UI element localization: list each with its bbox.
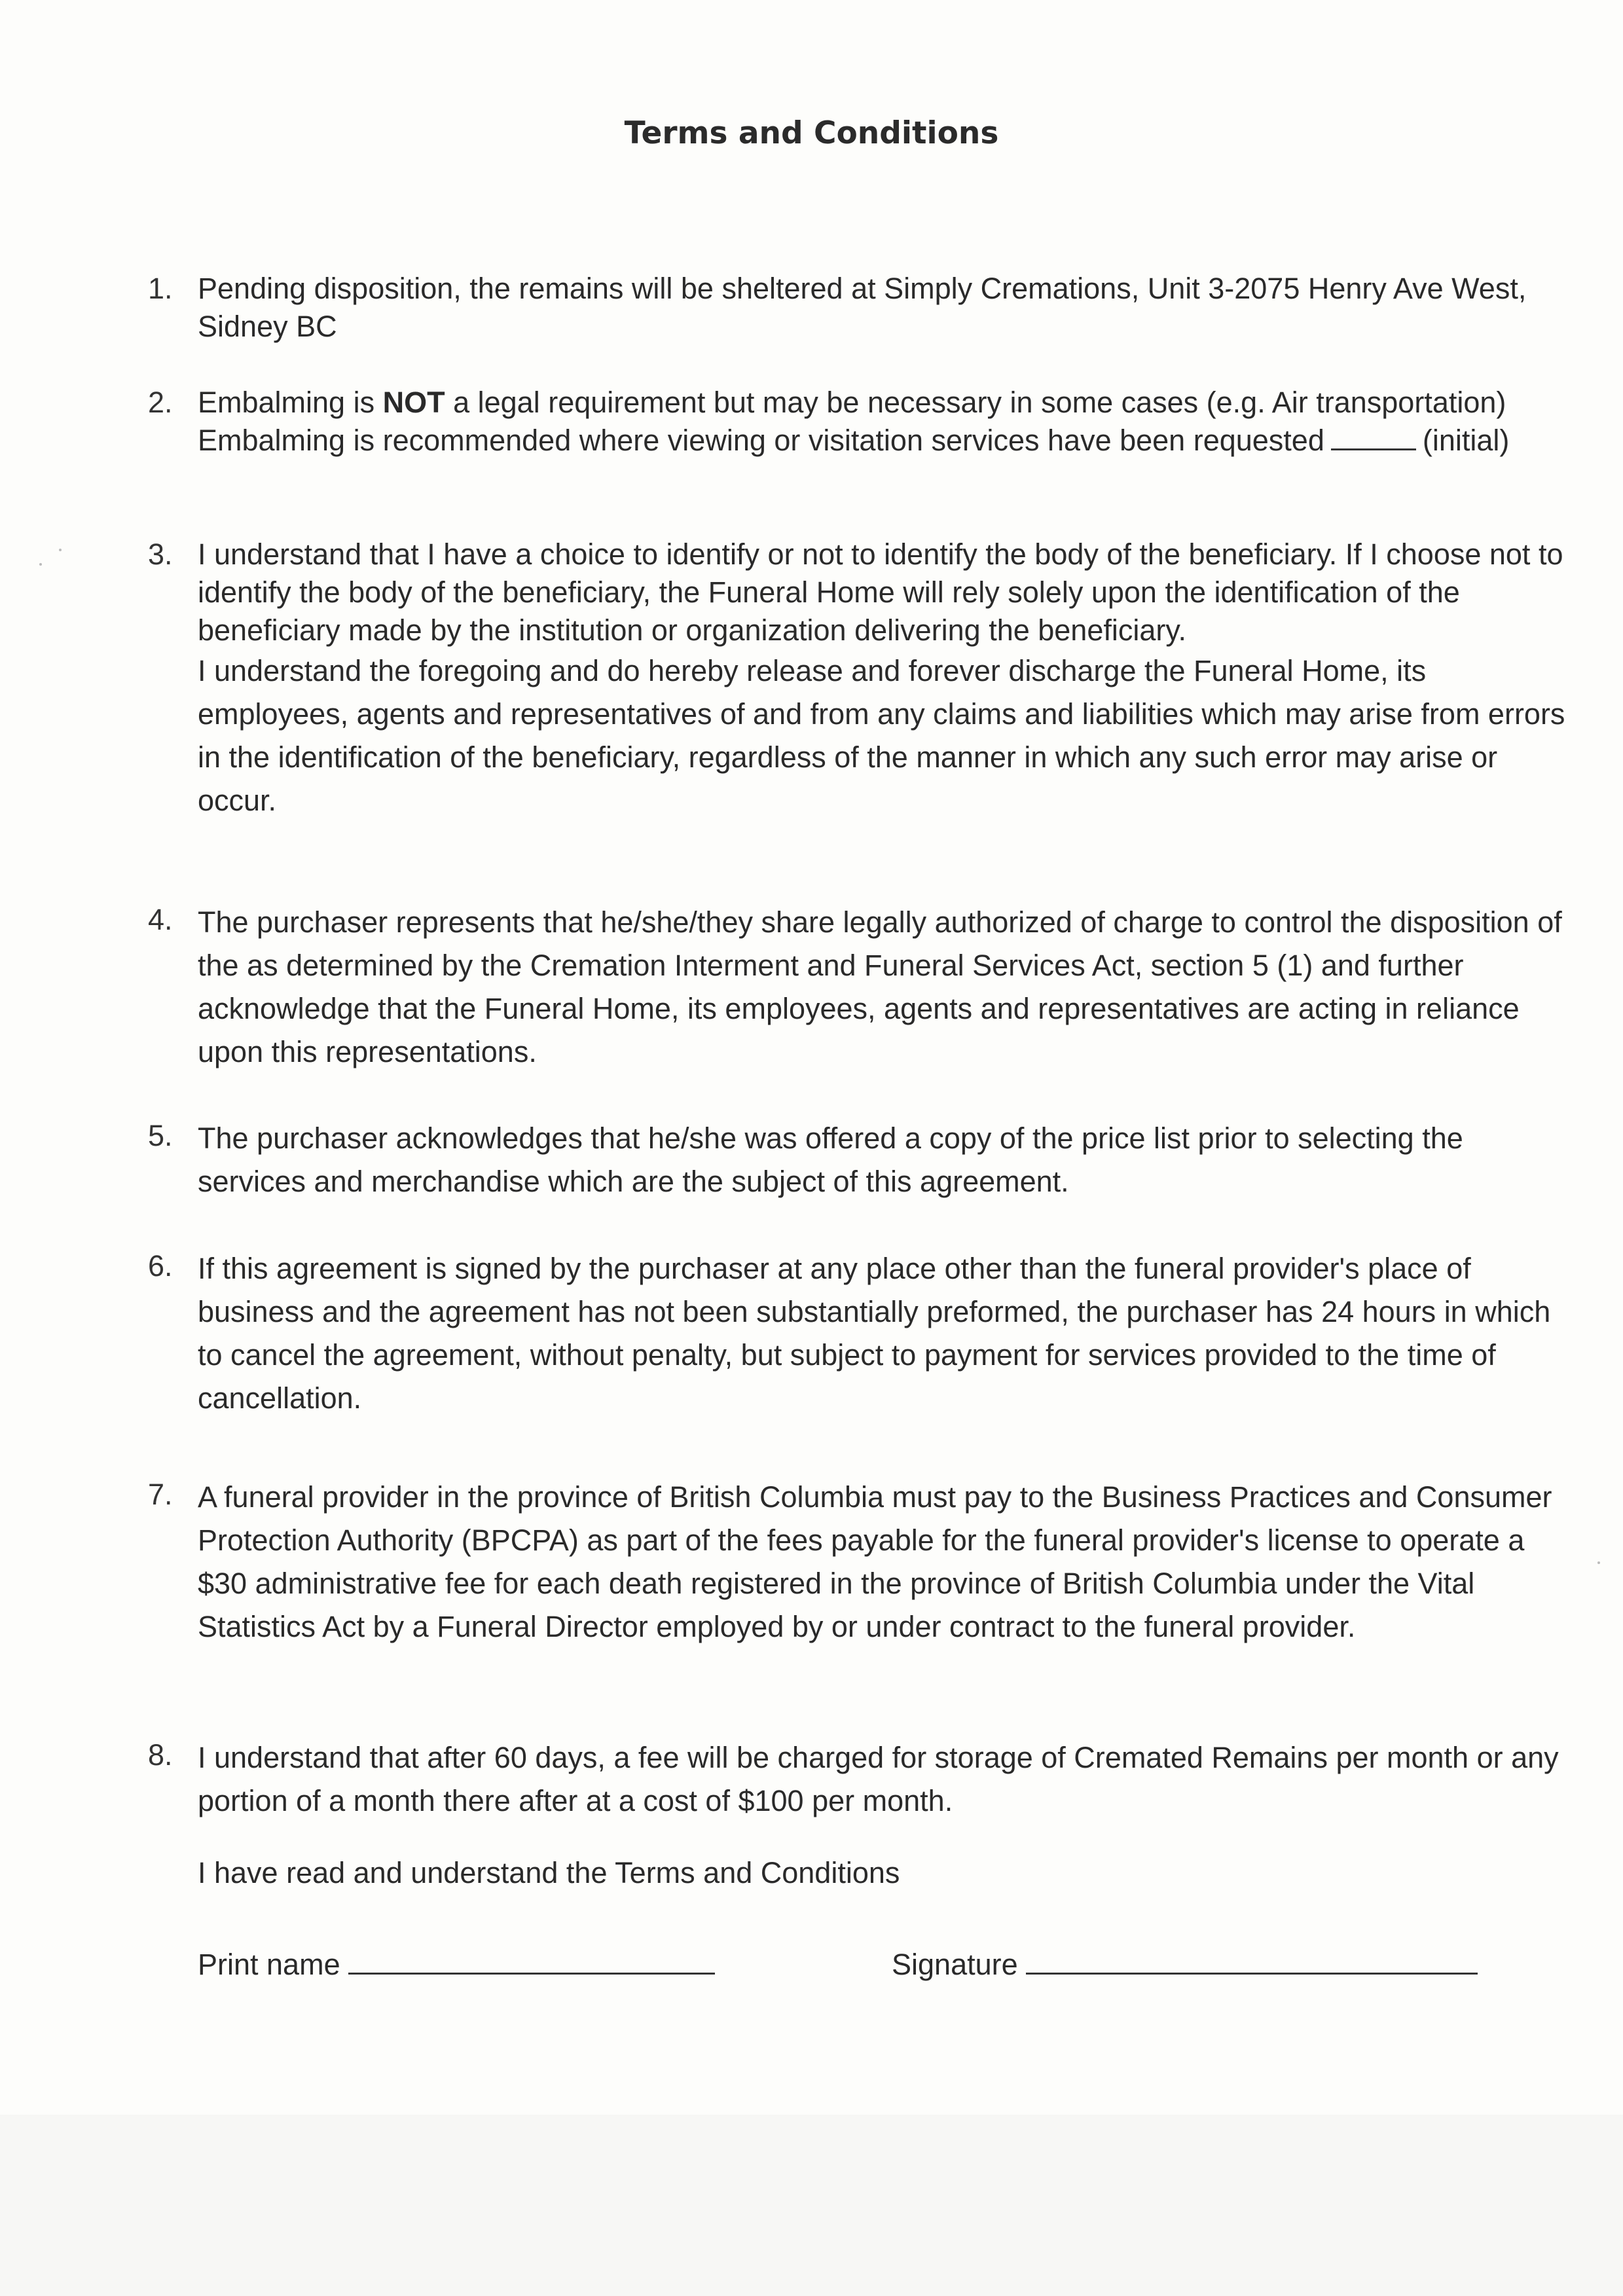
page-title: Terms and Conditions: [624, 115, 999, 151]
item-text: [198, 536, 1579, 822]
item-text-pre: Embalming is: [198, 386, 383, 419]
item-text: If this agreement is signed by the purchaser at any place other than the funeral provider's place of business and the agreement has not been substantially preformed, the purchaser has 24 hours in which to cancel the agreement, without penalty, but subject to payment for services provided to the time of cancellation.: [198, 1252, 1551, 1415]
item-text: The purchaser represents that he/she/they share legally authorized of charge to control the disposition of the as determined by the Cremation Interment and Funeral Services Act, section 5 (1) and further acknowledge that the Funeral Home, its employees, agents and representatives are acting in reliance upon this representations.: [198, 905, 1562, 1068]
item-text: Pending disposition, the remains will be sheltered at Simply Cremations, Unit 3-2075 Henry Ave West, Sidney BC: [198, 272, 1527, 343]
print-name-line[interactable]: [348, 1941, 715, 1975]
item-number: 4.: [148, 903, 173, 936]
print-name-label: Print name: [198, 1948, 340, 1981]
scan-speck: [59, 549, 62, 551]
item-text-emphasis: NOT: [382, 386, 445, 419]
item-text: The purchaser acknowledges that he/she was offered a copy of the price list prior to selecting the services and merchandise which are the subject of this agreement.: [198, 1121, 1463, 1198]
initial-blank[interactable]: [1331, 422, 1416, 450]
item-number: 1.: [148, 272, 173, 305]
acknowledgement-text: I have read and understand the Terms and Conditions: [198, 1856, 900, 1889]
item-number: 6.: [148, 1249, 173, 1283]
scan-speck: [39, 563, 42, 566]
scan-speck: [1597, 1561, 1600, 1564]
item-paragraph: I understand that I have a choice to identify or not to identify the body of the beneficiary. If I choose not to identify the body of the beneficiary, the Funeral Home will rely solely upon the identification of the beneficiary made by the institution or organization delivering the beneficiary.: [198, 538, 1563, 647]
signature-line[interactable]: [1026, 1941, 1478, 1975]
item-number: 2.: [148, 386, 173, 419]
item-number: 5.: [148, 1119, 173, 1152]
signature-field[interactable]: [892, 1941, 1478, 1982]
item-number: 8.: [148, 1738, 173, 1772]
item-number: 7.: [148, 1478, 173, 1511]
item-number: 3.: [148, 538, 173, 571]
item-text: I understand that after 60 days, a fee will be charged for storage of Cremated Remains per month or any portion of a month there after at a cost of $100 per month.: [198, 1741, 1559, 1817]
item-paragraph: I understand the foregoing and do hereby release and forever discharge the Funeral Home, its employees, agents and representatives of and from any claims and liabilities which may arise from errors in the identification of the beneficiary, regardless of the manner in which any such error may arise or occur.: [198, 654, 1565, 817]
item-text-after-blank: (initial): [1422, 424, 1510, 457]
scan-shade: [0, 2115, 1623, 2296]
item-text: A funeral provider in the province of British Columbia must pay to the Business Practices and Consumer Protection Authority (BPCPA) as part of the fees payable for the funeral provider's license to operate a $30 administrative fee for each death registered in the province of British Columbia under the Vital Statistics Act by a Funeral Director employed by or under contract to the funeral provider.: [198, 1480, 1552, 1643]
item-text: [198, 384, 1527, 460]
signature-label: Signature: [892, 1948, 1018, 1981]
item-text-post: a legal requirement but may be necessary in some cases (e.g. Air transportation) Embalming is recommended where viewing or visitation services have been requested: [198, 386, 1506, 457]
print-name-field[interactable]: [198, 1941, 715, 1982]
